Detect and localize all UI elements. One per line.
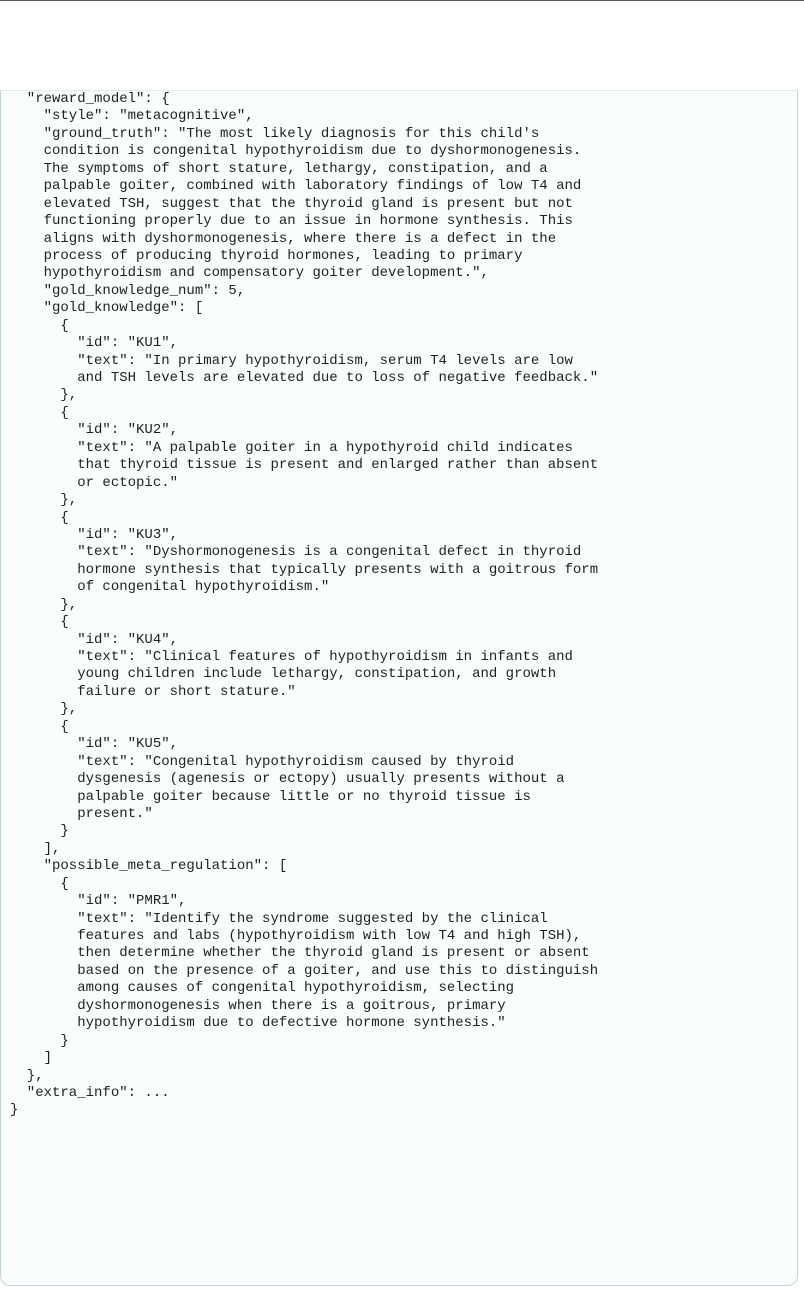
code-line: {: [10, 718, 69, 735]
code-line: "reward_model": {: [10, 91, 170, 107]
code-line: {: [10, 509, 69, 526]
code-line: "text": "Clinical features of hypothyroidism in infants and: [10, 649, 573, 665]
code-line: "gold_knowledge": [: [10, 300, 204, 317]
code-line: dyshormonogenesis when there is a goitrous, primary: [10, 997, 506, 1014]
code-line: "text": "Congenital hypothyroidism caused by thyroid: [10, 753, 515, 770]
code-line: failure or short stature.": [10, 683, 296, 700]
code-line: "ground_truth": "The most likely diagnosis for this child's: [10, 125, 540, 142]
code-line: "gold_knowledge_num": 5,: [10, 282, 246, 299]
code-line: hypothyroidism due to defective hormone synthesis.": [10, 1015, 506, 1032]
code-line: {: [10, 404, 69, 421]
code-line: "text": "In primary hypothyroidism, serum T4 levels are low: [10, 352, 573, 369]
code-line: },: [10, 701, 78, 718]
code-content: [1, 91, 598, 1120]
code-line: },: [10, 1067, 44, 1084]
code-line: "text": "A palpable goiter in a hypothyroid child indicates: [10, 439, 573, 456]
code-line: "id": "PMR1",: [10, 893, 187, 910]
code-line: and TSH levels are elevated due to loss of negative feedback.": [10, 370, 599, 386]
code-line: aligns with dyshormonogenesis, where there is a defect in the: [10, 230, 557, 247]
code-line: present.": [10, 805, 153, 822]
code-line: condition is congenital hypothyroidism due to dyshormonogenesis.: [10, 143, 582, 160]
code-line: of congenital hypothyroidism.": [10, 579, 330, 596]
code-line: }: [10, 823, 69, 840]
code-line: The symptoms of short stature, lethargy, constipation, and a: [10, 160, 548, 177]
code-line: based on the presence of a goiter, and use this to distinguish: [10, 962, 599, 979]
code-line: {: [10, 317, 69, 334]
code-line: "possible_meta_regulation": [: [10, 858, 288, 875]
code-line: "id": "KU2",: [10, 422, 179, 439]
code-block: [0, 90, 798, 1286]
code-line: elevated TSH, suggest that the thyroid gland is present but not: [10, 195, 573, 212]
code-line: }: [10, 1102, 19, 1119]
code-line: "text": "Identify the syndrome suggested by the clinical: [10, 910, 548, 927]
code-line: young children include lethargy, constipation, and growth: [10, 666, 557, 683]
code-line: palpable goiter because little or no thyroid tissue is: [10, 788, 531, 805]
code-line: },: [10, 492, 78, 509]
code-line: functioning properly due to an issue in hormone synthesis. This: [10, 213, 573, 230]
code-line: features and labs (hypothyroidism with low T4 and high TSH),: [10, 928, 582, 944]
code-line: ],: [10, 840, 61, 857]
code-line: }: [10, 1032, 69, 1049]
code-line: that thyroid tissue is present and enlarged rather than absent: [10, 457, 599, 474]
code-line: "id": "KU3",: [10, 526, 179, 543]
top-divider: [0, 0, 804, 1]
code-line: then determine whether the thyroid gland is present or absent: [10, 945, 590, 962]
code-line: dysgenesis (agenesis or ectopy) usually presents without a: [10, 771, 565, 788]
code-line: {: [10, 614, 69, 631]
code-line: palpable goiter, combined with laboratory findings of low T4 and: [10, 178, 582, 195]
code-line: "text": "Dyshormonogenesis is a congenital defect in thyroid: [10, 544, 582, 561]
code-line: hormone synthesis that typically presents with a goitrous form: [10, 561, 599, 578]
code-line: "id": "KU1",: [10, 335, 179, 352]
code-line: or ectopic.": [10, 474, 179, 491]
code-line: process of producing thyroid hormones, leading to primary: [10, 247, 523, 264]
code-line: "style": "metacognitive",: [10, 108, 254, 125]
code-line: },: [10, 596, 78, 613]
code-line: {: [10, 875, 69, 892]
code-line: hypothyroidism and compensatory goiter development.",: [10, 265, 489, 282]
code-line: "id": "KU5",: [10, 736, 179, 753]
code-line: "extra_info": ...: [10, 1084, 170, 1101]
code-line: "id": "KU4",: [10, 631, 179, 648]
code-line: },: [10, 387, 78, 404]
code-line: ]: [10, 1050, 53, 1067]
code-line: among causes of congenital hypothyroidism, selecting: [10, 980, 515, 997]
